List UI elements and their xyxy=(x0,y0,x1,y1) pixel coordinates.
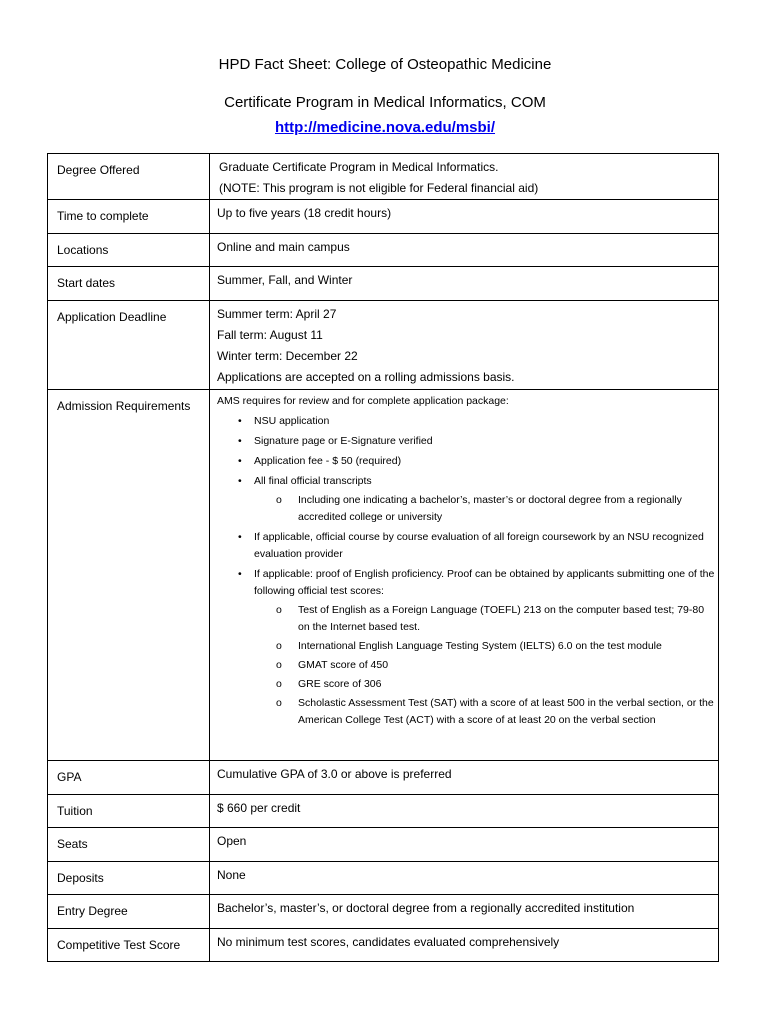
value-competitive-test-score: No minimum test scores, candidates evaluated comprehensively xyxy=(217,935,560,949)
sublist-item: o Including one indicating a bachelor’s, master’s or doctoral degree from a regionally accredited college or university xyxy=(254,492,718,526)
sublist-item: o GRE score of 306 xyxy=(254,676,718,693)
label-seats: Seats xyxy=(57,837,88,851)
value-deposits: None xyxy=(217,868,246,882)
label-tuition: Tuition xyxy=(57,804,93,818)
list-item: • Signature page or E-Signature verified xyxy=(210,433,718,450)
value-degree-line1: Graduate Certificate Program in Medical Informatics. xyxy=(219,160,499,174)
label-competitive-test-score: Competitive Test Score xyxy=(57,938,181,952)
sublist xyxy=(254,492,718,526)
fact-table xyxy=(47,153,719,962)
label-start-dates: Start dates xyxy=(57,276,116,290)
row-competitive-test-score xyxy=(48,929,719,962)
row-seats xyxy=(48,828,719,862)
value-seats: Open xyxy=(217,834,247,848)
sublist-item: o GMAT score of 450 xyxy=(254,657,718,674)
program-url-link[interactable]: http://medicine.nova.edu/msbi/ xyxy=(274,119,496,136)
value-time-to-complete: Up to five years (18 credit hours) xyxy=(217,206,392,220)
admission-intro: AMS requires for review and for complete application package: xyxy=(217,395,509,407)
deadline-rolling-note: Applications are accepted on a rolling admissions basis. xyxy=(217,370,515,384)
label-entry-degree: Entry Degree xyxy=(57,904,128,918)
row-admission-requirements xyxy=(48,390,719,761)
list-item: • If applicable: proof of English proficiency. Proof can be obtained by applicants submitting one of the following official test scores: o Test of English as a Foreign Language (TOEFL) 213 on the computer based test; 79-80 on the Internet based test. o International English Language Testing System (IELTS) 6.0 on the test module o GMAT score of 450 o GRE score of 306 o Scholastic Assessment Test (SAT) with a score of at least 500 in the verbal section, or the American College Test (ACT) with a score of at least 20 on the verbal section xyxy=(210,566,718,729)
value-start-dates: Summer, Fall, and Winter xyxy=(217,273,353,287)
row-degree-offered xyxy=(48,154,719,200)
value-tuition: $ 660 per credit xyxy=(217,801,301,815)
label-time-to-complete: Time to complete xyxy=(57,209,149,223)
row-time-to-complete xyxy=(48,200,719,234)
deadline-summer: Summer term: April 27 xyxy=(217,307,337,321)
row-gpa xyxy=(48,761,719,795)
row-tuition xyxy=(48,795,719,828)
label-locations: Locations xyxy=(57,243,109,257)
row-locations xyxy=(48,234,719,267)
label-application-deadline: Application Deadline xyxy=(57,310,167,324)
list-item: • All final official transcripts o Including one indicating a bachelor’s, master’s or doctoral degree from a regionally accredited college or university xyxy=(210,473,718,526)
value-degree-note: (NOTE: This program is not eligible for Federal financial aid) xyxy=(219,181,539,195)
deadline-fall: Fall term: August 11 xyxy=(217,328,323,342)
label-gpa: GPA xyxy=(57,770,82,784)
row-entry-degree xyxy=(48,895,719,929)
page-title: HPD Fact Sheet: College of Osteopathic Medicine xyxy=(218,56,552,73)
value-gpa: Cumulative GPA of 3.0 or above is preferred xyxy=(217,767,452,781)
value-entry-degree: Bachelor’s, master’s, or doctoral degree from a regionally accredited institution xyxy=(217,901,635,915)
row-start-dates xyxy=(48,267,719,301)
row-deposits xyxy=(48,862,719,895)
program-subtitle: Certificate Program in Medical Informatics, COM xyxy=(224,94,546,111)
sublist-item: o Scholastic Assessment Test (SAT) with a score of at least 500 in the verbal section, or the American College Test (ACT) with a score of at least 20 on the verbal section xyxy=(254,695,718,729)
list-item: • NSU application xyxy=(210,413,718,430)
sublist-item: o Test of English as a Foreign Language (TOEFL) 213 on the computer based test; 79-80 on the Internet based test. xyxy=(254,602,718,636)
admission-list xyxy=(210,413,718,729)
row-application-deadline xyxy=(48,301,719,390)
list-item: • Application fee - $ 50 (required) xyxy=(210,453,718,470)
sublist xyxy=(254,602,718,729)
label-degree-offered: Degree Offered xyxy=(57,163,140,177)
label-admission-requirements: Admission Requirements xyxy=(57,399,191,413)
label-deposits: Deposits xyxy=(57,871,104,885)
deadline-winter: Winter term: December 22 xyxy=(217,349,358,363)
sublist-item: o International English Language Testing System (IELTS) 6.0 on the test module xyxy=(254,638,718,655)
list-item: • If applicable, official course by course evaluation of all foreign coursework by an NSU recognized evaluation provider xyxy=(210,529,718,563)
value-locations: Online and main campus xyxy=(217,240,350,254)
